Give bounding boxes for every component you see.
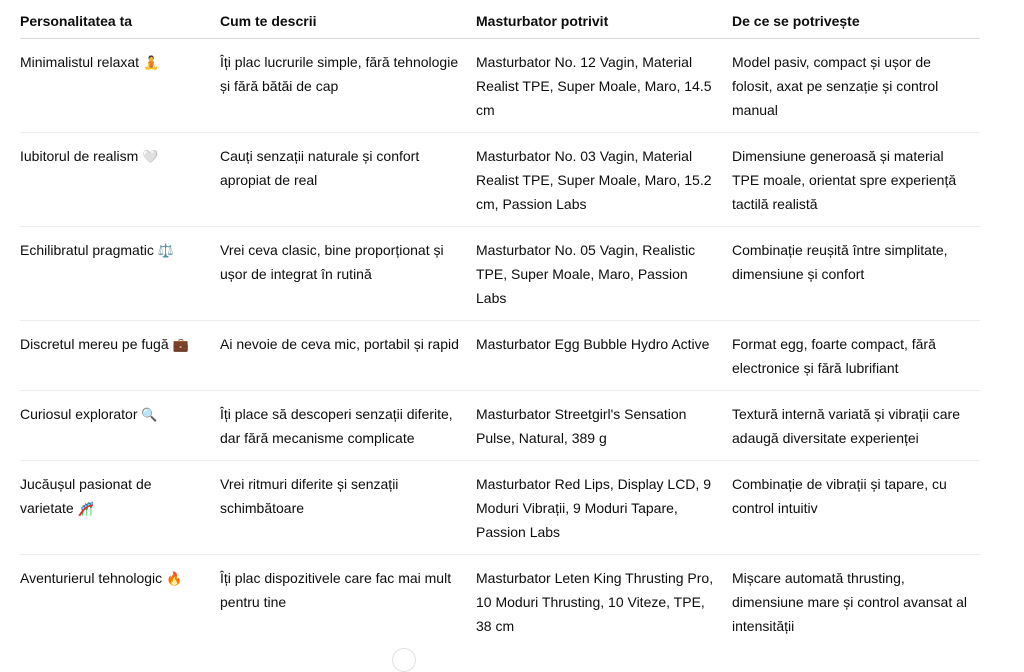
table-header-row: [20, 0, 980, 39]
personality-label: Iubitorul de realism: [20, 148, 139, 164]
personality-label: Curiosul explorator: [20, 406, 138, 422]
comparison-table: [20, 0, 980, 648]
roller-coaster-icon: 🎢: [77, 501, 94, 516]
meditation-icon: 🧘: [142, 55, 160, 70]
reason-cell: Textură internă variată și vibrații care adaugă diversitate experienței: [732, 391, 980, 461]
reason-cell: Format egg, foarte compact, fără electronice și fără lubrifiant: [732, 321, 980, 391]
header-description: Cum te descrii: [220, 0, 476, 39]
reason-cell: Mișcare automată thrusting, dimensiune mare și control avansat al intensității: [732, 570, 968, 634]
header-product: Masturbator potrivit: [476, 0, 732, 39]
table-row: [20, 227, 980, 321]
scroll-down-button[interactable]: [392, 648, 416, 672]
briefcase-icon: 💼: [172, 337, 189, 352]
product-cell: Masturbator No. 05 Vagin, Realistic TPE, Super Moale, Maro, Passion Labs: [476, 227, 732, 321]
personality-label: Jucăușul pasionat de varietate: [20, 476, 152, 516]
table-row: [20, 461, 980, 555]
personality-cell: [20, 321, 220, 391]
product-cell: Masturbator Streetgirl's Sensation Pulse, Natural, 389 g: [476, 391, 732, 461]
description-cell: Îți plac dispozitivele care fac mai mult pentru tine: [220, 570, 452, 610]
personality-cell: [20, 133, 220, 227]
product-cell: Masturbator No. 03 Vagin, Material Realist TPE, Super Moale, Maro, 15.2 cm, Passion Labs: [476, 133, 732, 227]
description-cell: Vrei ceva clasic, bine proporționat și ușor de integrat în rutină: [220, 227, 476, 321]
fire-icon: 🔥: [166, 571, 183, 586]
product-cell: Masturbator No. 12 Vagin, Material Realist TPE, Super Moale, Maro, 14.5 cm: [476, 39, 732, 133]
personality-label: Echilibratul pragmatic: [20, 242, 154, 258]
reason-cell: Combinație de vibrații și tapare, cu control intuitiv: [732, 461, 980, 555]
table-row: [20, 391, 980, 461]
balance-scale-icon: ⚖️: [157, 243, 174, 258]
description-cell: Îți place să descoperi senzații diferite, dar fără mecanisme complicate: [220, 391, 476, 461]
reason-cell: Model pasiv, compact și ușor de folosit, axat pe senzație și control manual: [732, 39, 980, 133]
personality-cell: [20, 39, 220, 133]
reason-cell: Combinație reușită între simplitate, dimensiune și confort: [732, 227, 980, 321]
description-cell: Ai nevoie de ceva mic, portabil și rapid: [220, 321, 476, 391]
description-cell: Cauți senzații naturale și confort apropiat de real: [220, 133, 476, 227]
personality-cell: [20, 391, 220, 461]
personality-label: Aventurierul tehnologic: [20, 570, 163, 586]
product-cell: Masturbator Red Lips, Display LCD, 9 Moduri Vibrații, 9 Moduri Tapare, Passion Labs: [476, 461, 732, 555]
comparison-table-container: [20, 0, 980, 648]
header-personality: Personalitatea ta: [20, 0, 220, 39]
personality-label: Minimalistul relaxat: [20, 54, 140, 70]
personality-cell: [20, 461, 220, 555]
header-reason: De ce se potrivește: [732, 0, 980, 39]
table-row: [20, 555, 980, 649]
table-row: [20, 321, 980, 391]
white-heart-icon: 🤍: [142, 149, 159, 164]
magnifier-icon: 🔍: [141, 407, 158, 422]
description-cell: Vrei ritmuri diferite și senzații schimbătoare: [220, 461, 476, 555]
product-cell: Masturbator Egg Bubble Hydro Active: [476, 321, 732, 391]
description-cell: Îți plac lucrurile simple, fără tehnologie și fără bătăi de cap: [220, 39, 476, 133]
table-row: [20, 133, 980, 227]
personality-cell: [20, 227, 220, 321]
personality-cell: [20, 555, 220, 649]
product-cell: Masturbator Leten King Thrusting Pro, 10 Moduri Thrusting, 10 Viteze, TPE, 38 cm: [476, 570, 714, 634]
table-row: [20, 39, 980, 133]
personality-label: Discretul mereu pe fugă: [20, 336, 169, 352]
reason-cell: Dimensiune generoasă și material TPE moale, orientat spre experiență tactilă realistă: [732, 133, 980, 227]
